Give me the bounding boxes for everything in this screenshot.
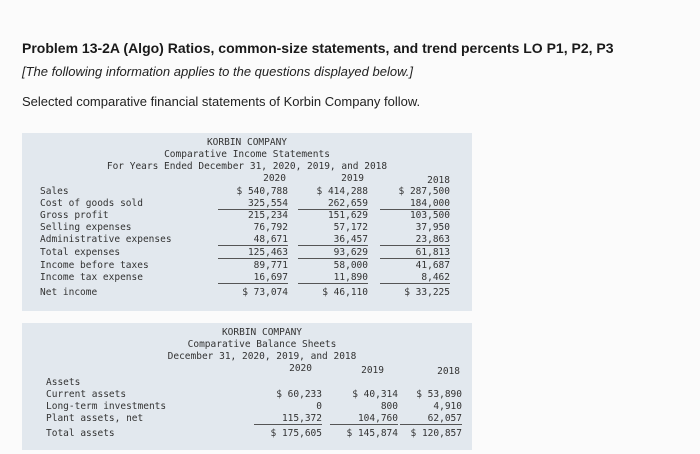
value-2019: 57,172 (333, 222, 368, 233)
balance-sheet-period: December 31, 2020, 2019, and 2018 (167, 351, 357, 362)
value-2018: $ 287,500 (398, 186, 450, 197)
value-2018: 8,462 (380, 272, 450, 284)
year-header: 2020 (289, 363, 312, 374)
row-label: Administrative expenses (40, 234, 172, 245)
year-header: 2019 (361, 365, 384, 376)
balance-company-name: KORBIN COMPANY (221, 327, 303, 338)
value-2020: $ 540,788 (236, 186, 288, 197)
value-2020: 125,463 (218, 247, 288, 259)
year-header: 2018 (437, 366, 460, 377)
value-2020: 325,554 (218, 198, 288, 210)
value-2020: 115,372 (254, 413, 322, 425)
value-2020: $ 175,605 (270, 428, 322, 439)
value-2019: 800 (380, 401, 398, 412)
value-2019: $ 145,874 (346, 428, 398, 439)
value-2019: 262,659 (298, 198, 368, 210)
value-2018: 23,863 (380, 234, 450, 246)
section-label-assets: Assets (46, 377, 81, 388)
value-2019: $ 40,314 (352, 389, 398, 400)
value-2018: 103,500 (409, 210, 450, 221)
value-2018: $ 120,857 (410, 428, 462, 439)
balance-sheet-title: Comparative Balance Sheets (187, 339, 337, 350)
income-company-name: KORBIN COMPANY (206, 137, 288, 148)
value-2018: 41,687 (415, 260, 450, 271)
value-2018: 37,950 (415, 222, 450, 233)
row-label: Current assets (46, 389, 127, 400)
value-2018: $ 33,225 (404, 287, 450, 298)
row-label: Selling expenses (40, 222, 132, 233)
row-label: Total assets (46, 428, 115, 439)
row-label: Net income (40, 287, 98, 298)
value-2019: $ 46,110 (322, 287, 368, 298)
value-2020: 215,234 (247, 210, 288, 221)
value-2019: 151,629 (327, 210, 368, 221)
row-label: Sales (40, 186, 69, 197)
row-label: Income tax expense (40, 272, 143, 283)
row-label: Gross profit (40, 210, 109, 221)
problem-description: Selected comparative financial statements of Korbin Company follow. (22, 94, 421, 109)
value-2018: 62,057 (400, 413, 462, 425)
value-2020: $ 60,233 (276, 389, 322, 400)
value-2018: 184,000 (380, 198, 450, 210)
problem-title: Problem 13-2A (Algo) Ratios, common-size statements, and trend percents LO P1, P2, P3 (22, 40, 614, 56)
value-2020: 89,771 (253, 260, 288, 271)
value-2020: 76,792 (253, 222, 288, 233)
row-label: Plant assets, net (46, 413, 144, 424)
value-2019: 58,000 (333, 260, 368, 271)
row-label: Income before taxes (40, 260, 149, 271)
row-label: Total expenses (40, 247, 121, 258)
row-label: Long-term investments (46, 401, 167, 412)
balance-sheet-table (22, 323, 472, 450)
value-2019: 93,629 (298, 247, 368, 259)
income-statement-table (22, 133, 472, 311)
value-2019: 104,760 (330, 413, 398, 425)
row-label: Cost of goods sold (40, 198, 143, 209)
problem-note: [The following information applies to the questions displayed below.] (22, 64, 413, 79)
value-2020: $ 73,074 (242, 287, 288, 298)
value-2018: 61,813 (380, 247, 450, 259)
value-2019: 11,890 (298, 272, 368, 284)
income-statement-period: For Years Ended December 31, 2020, 2019, and 2018 (106, 161, 388, 172)
income-statement-title: Comparative Income Statements (164, 149, 330, 160)
value-2020: 48,671 (218, 234, 288, 246)
value-2019: 36,457 (298, 234, 368, 246)
problem-header (22, 40, 682, 109)
year-header: 2018 (427, 175, 450, 186)
value-2018: $ 53,890 (416, 389, 462, 400)
year-header: 2019 (341, 173, 364, 184)
value-2018: 4,910 (433, 401, 462, 412)
year-header: 2020 (263, 173, 286, 184)
value-2020: 16,697 (218, 272, 288, 284)
value-2020: 0 (316, 401, 322, 412)
value-2019: $ 414,288 (316, 186, 368, 197)
